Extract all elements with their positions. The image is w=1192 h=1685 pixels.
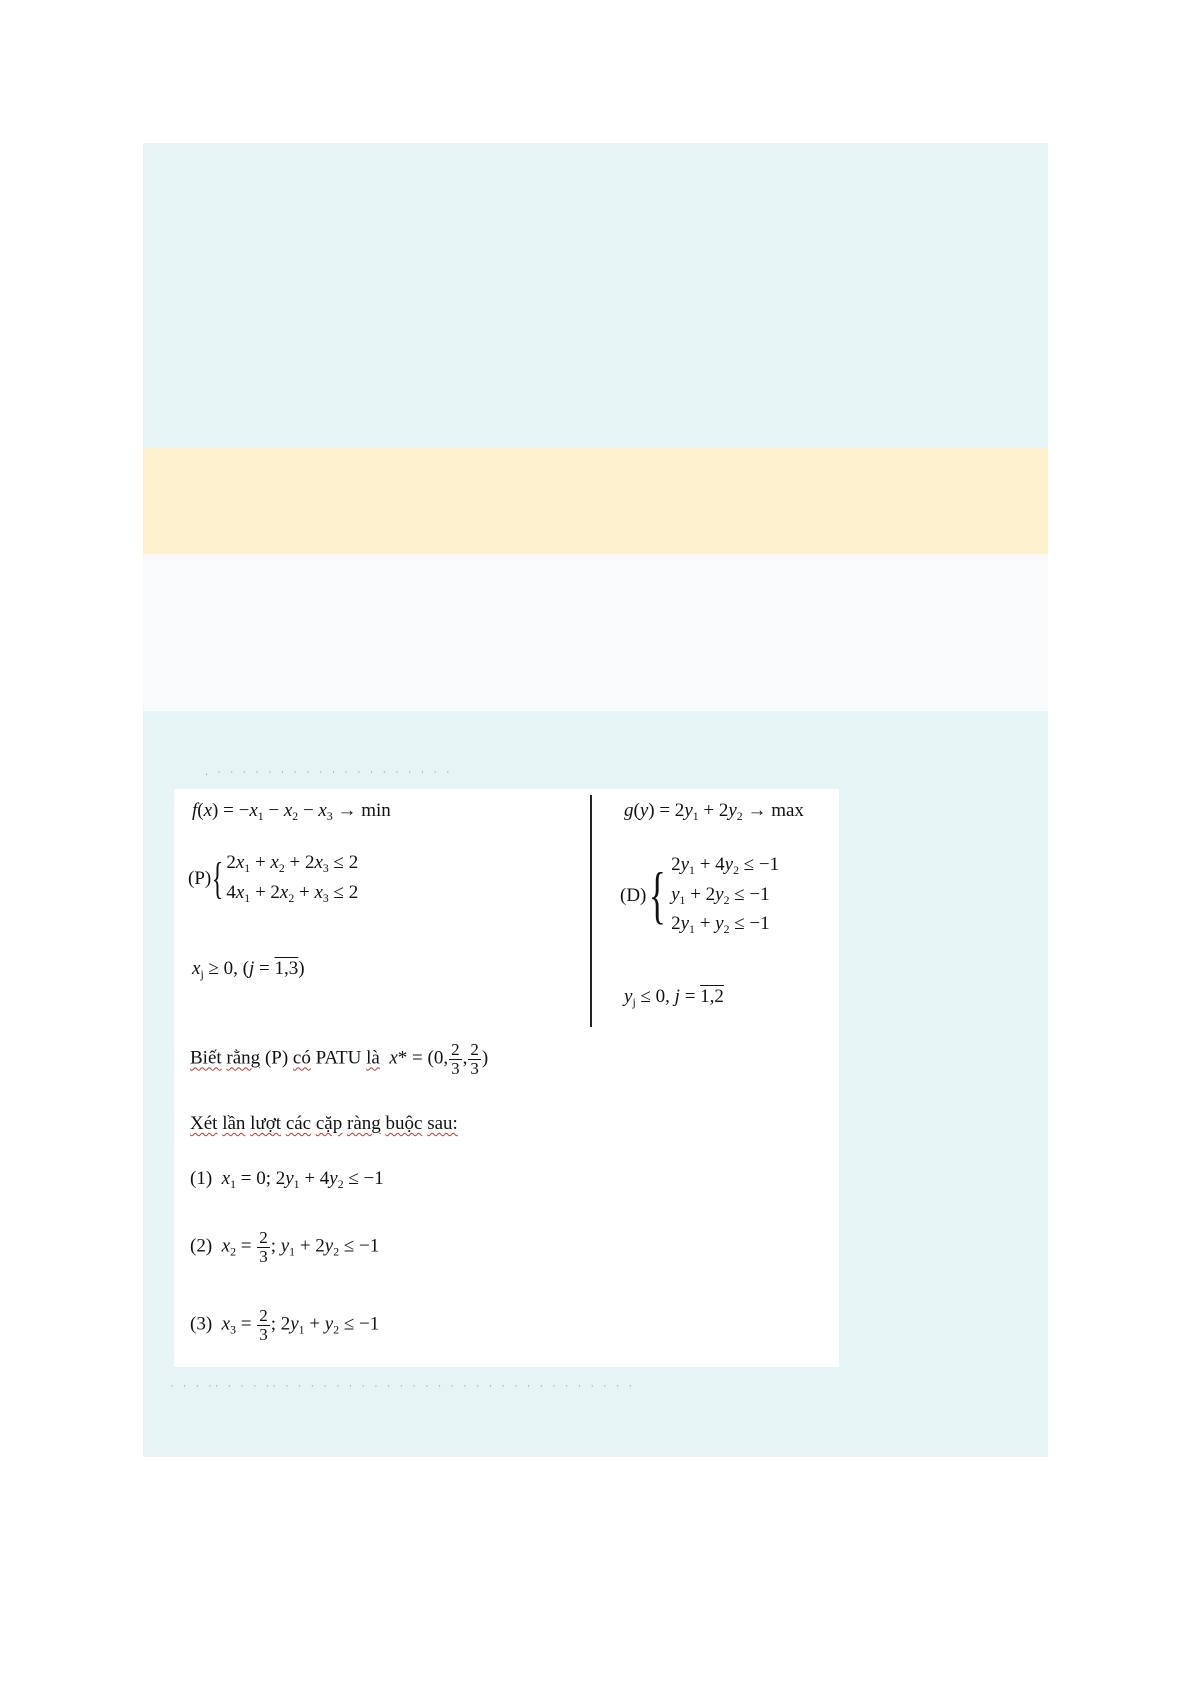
primal-constraint-1: $2x_1 + x_2 + 2x_3 \le 2$ <box>226 852 359 875</box>
primal-label: (P) <box>188 868 212 890</box>
left-brace: { <box>211 853 224 903</box>
dual-constraints <box>620 855 779 936</box>
primal-objective: $f(x) = -x_1 - x_2 - x_3 \to \min$ <box>192 800 391 823</box>
left-brace: { <box>649 859 667 931</box>
constraint-pair-1: (1) $x_1 = 0$; $2y_1 + 4y_2 \le -1$ <box>190 1168 384 1191</box>
primal-constraint-2: $4x_1 + 2x_2 + x_3 \le 2$ <box>226 881 359 905</box>
constraint-pairs-intro: Xét lần lượt các cặp ràng buộc sau: <box>190 1113 458 1134</box>
primal-sign-constraint: $x_j \ge 0$, (j = 1,3) <box>192 958 305 981</box>
faded-text-line: . · · · · · · · · · · · · · · · · · · · <box>205 769 453 775</box>
optimal-solution-statement: Biết rằng (P) có PATU là x* = (0, $\frac{2}{3}$ , $\frac{2}{3}$ ) <box>190 1040 489 1078</box>
divider-line <box>590 795 592 1027</box>
fraction: $\frac{2}{3}$ <box>451 1040 460 1078</box>
top-panel <box>143 143 1048 448</box>
fraction: $\frac{2}{3}$ <box>470 1040 479 1078</box>
fraction: $\frac{2}{3}$ <box>259 1228 268 1266</box>
problem-sheet <box>174 789 839 1367</box>
dual-objective: $g(y) = 2y_1 + 2y_2 \to \max$ <box>624 800 804 823</box>
primal-constraints <box>188 853 358 904</box>
dual-label: (D) <box>620 884 647 906</box>
fraction: $\frac{2}{3}$ <box>259 1306 268 1344</box>
dual-constraint-1: $2y_1 + 4y_2 \le -1$ <box>671 854 780 877</box>
dual-constraint-2: $y_1 + 2y_2 \le -1$ <box>671 883 770 907</box>
constraint-pair-3: (3) $x_3$ = $\frac{2}{3}$ ; $2y_1 + y_2 \le -1$ <box>190 1306 380 1344</box>
dual-sign-constraint: $y_j \le 0$, j = 1,2 <box>624 986 724 1009</box>
light-band <box>143 554 1048 711</box>
highlight-band <box>143 448 1048 554</box>
faded-text-line: · · · ·· · · · ·· · · · · · · · · · · · · · · · · · · · · · · · · · · · · <box>170 1383 636 1389</box>
constraint-pair-2: (2) $x_2$ = $\frac{2}{3}$ ; $y_1 + 2y_2 \le -1$ <box>190 1228 380 1266</box>
dual-constraint-3: $2y_1 + y_2 \le -1$ <box>671 913 770 936</box>
